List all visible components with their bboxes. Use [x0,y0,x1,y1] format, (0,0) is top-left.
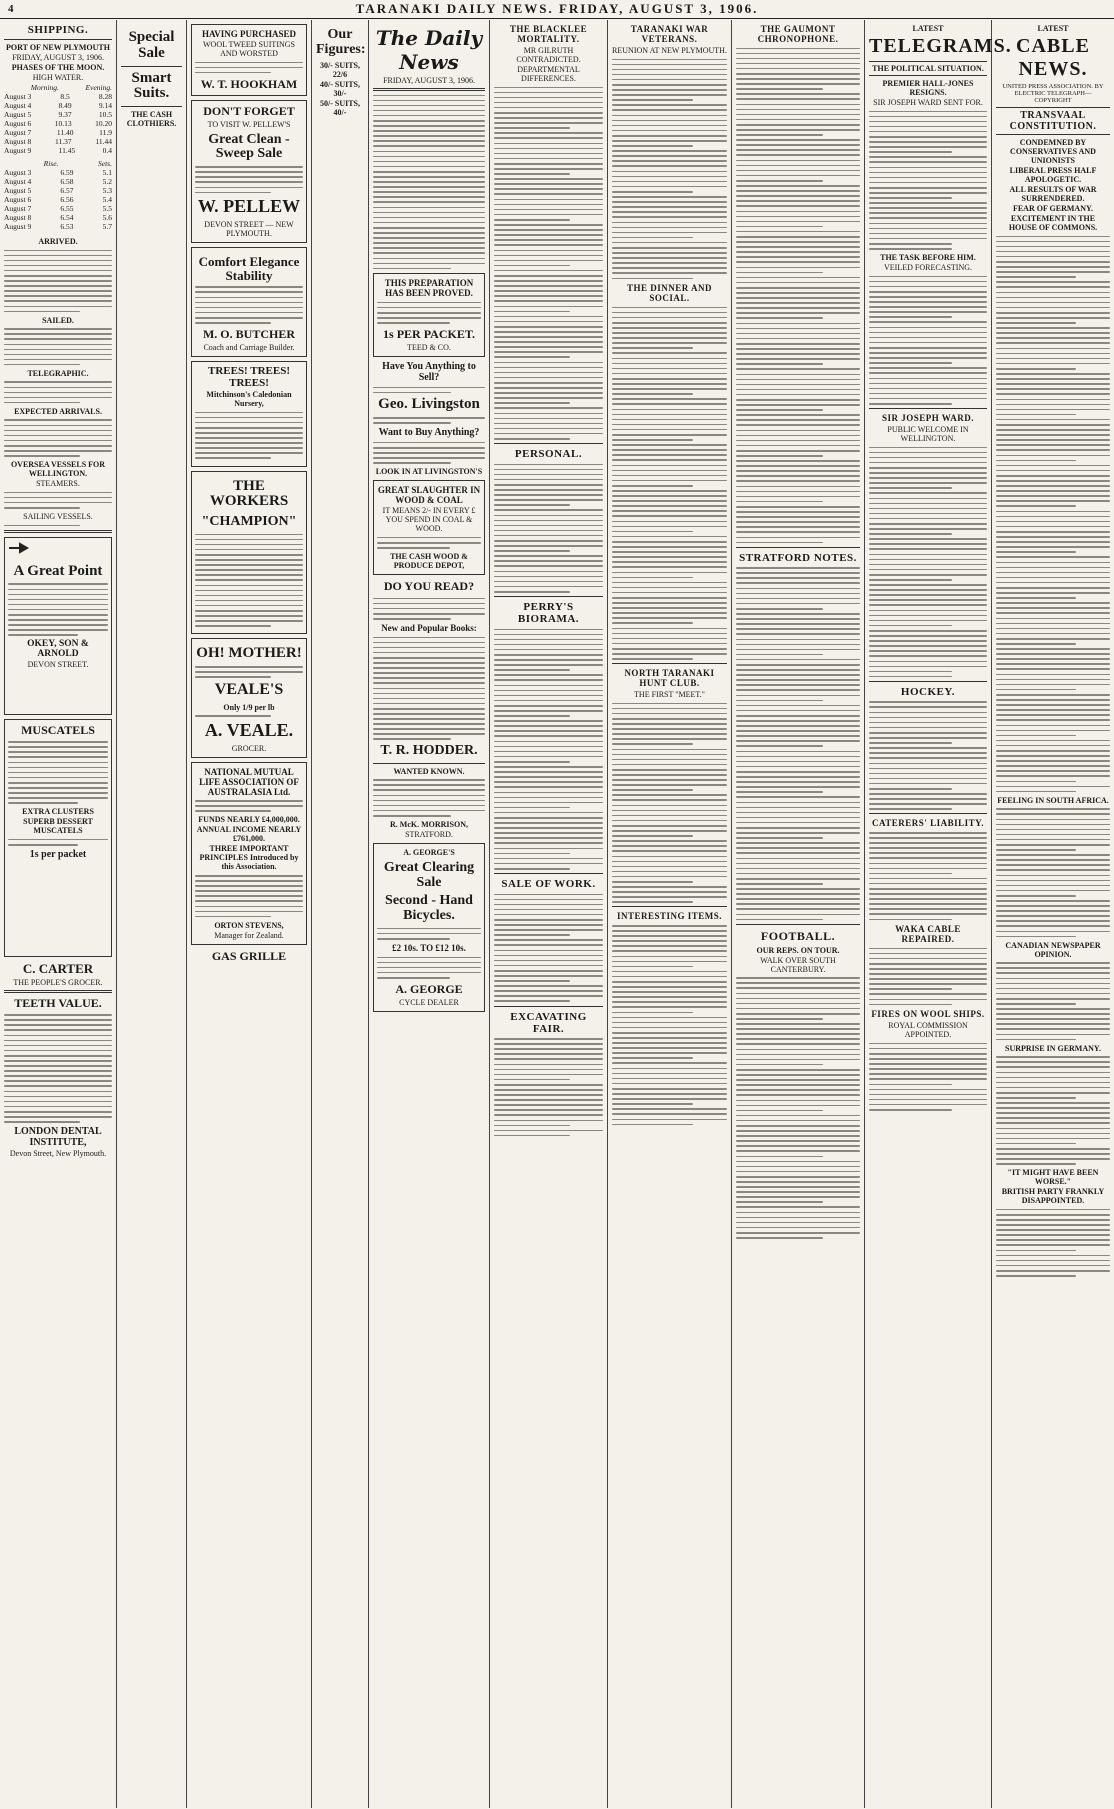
workers-title: THE WORKERS [209,477,289,510]
results-surrendered: ALL RESULTS OF WAR SURRENDERED. [1009,185,1097,203]
butcher-sub: Coach and Carriage Builder. [203,343,295,353]
paper-title: The Daily News [375,26,483,74]
tide-cell: August 8 [4,137,32,146]
excitement-commons: EXCITEMENT IN THE HOUSE OF COMMONS. [1008,214,1098,232]
veterans-sub: REUNION AT NEW PLYMOUTH. [612,46,727,55]
interesting-text [612,925,727,1125]
tide-row [4,186,112,195]
veale-sub: GROCER. [231,743,267,753]
tide-cell: Morning. [30,83,59,92]
hunt-title: NORTH TARANAKI HUNT CLUB. [624,668,715,689]
chronophone-title: THE GAUMONT CHRONOPHONE. [757,24,839,44]
pellew-name: W. PELLEW [197,196,301,217]
tide-cell: 11.40 [56,128,74,137]
ward-sent-for: SIR JOSEPH WARD SENT FOR. [873,98,983,107]
tide-cell: 5.1 [102,168,112,177]
pellew-sub: DEVON STREET — NEW PLYMOUTH. [204,220,294,239]
tide-cell: 11.9 [99,128,112,137]
column-daily-news [369,20,490,1808]
column-ads-mid [187,20,312,1808]
tide-row [4,222,112,231]
muscatels-price: 1s per packet [29,849,87,861]
stratford-text [736,567,860,920]
perry-text [494,629,603,870]
might-be-worse: "IT MIGHT HAVE BEEN WORSE." [1007,1168,1099,1187]
tide-cell: August 5 [4,110,32,119]
dinner-text [612,307,727,660]
transvaal-text [996,236,1110,793]
columns [0,20,1114,1808]
political-text [869,111,987,250]
tide-cell: 11.44 [95,137,112,146]
tide-cell: August 5 [4,186,32,195]
canadian-opinion: CANADIAN NEWSPAPER OPINION. [1005,940,1101,959]
shipping-date: FRIDAY, AUGUST 3, 1906. [12,53,104,62]
butcher-name: M. O. BUTCHER [202,327,295,342]
telegrams-latest: LATEST [912,24,944,33]
telegraphic-text [4,381,112,403]
ad-veale [191,638,307,757]
hunt-sub: THE FIRST "MEET." [634,690,705,700]
anything-to-sell: Have You Anything to Sell? [382,361,476,384]
ad-muscatels [4,719,112,957]
morrison-town: STRATFORD. [405,830,453,839]
column-chronophone [732,20,865,1808]
caterers-title: CATERERS' LIABILITY. [871,818,985,829]
editorial-text [373,95,485,270]
three-principles: THREE IMPORTANT PRINCIPLES Introduced by this Association. [199,844,299,872]
tide-cell: 5.5 [102,204,112,213]
clearing-sale: Great Clearing Sale [383,860,475,890]
morrison: R. McK. MORRISON, [390,820,468,829]
tide-cell: 11.45 [58,146,76,155]
column-veterans [608,20,732,1808]
cable-text [869,948,987,1006]
walk-over: WALK OVER SOUTH CANTERBURY. [760,955,836,974]
tide-cell: August 6 [4,119,32,128]
trees-title: TREES! TREES! TREES! [207,365,291,390]
veterans-title: TARANAKI WAR VETERANS. [630,24,709,44]
welcome-text [869,447,987,678]
personal-text [494,464,603,593]
hookham-name: W. T. HOOKHAM [200,76,298,91]
cycle-dealer: CYCLE DEALER [399,998,459,1007]
tide-row [4,92,112,101]
tide-cell: 11.37 [55,137,72,146]
suits-40: 40/- SUITS, 30/- [319,80,360,99]
sailed-text [4,328,112,365]
tide-cell: 8.49 [58,101,72,110]
tide-row [4,137,112,146]
tide-cell: 6.54 [60,213,74,222]
steamers-heading: STEAMERS. [36,479,80,489]
ad-preparation [373,273,485,357]
expected-heading: EXPECTED ARRIVALS. [14,406,102,416]
column-blacklee [490,20,608,1808]
premier-resigns: PREMIER HALL-JONES RESIGNS. [882,79,974,97]
masthead [0,0,1114,19]
tide-cell: 10.5 [98,110,112,119]
suits-50: 50/- SUITS, 40/- [319,99,360,118]
tide-row [4,110,112,119]
high-water: HIGH WATER. [32,73,84,82]
tide-cell: August 8 [4,213,32,222]
our-figures: Our Figures: [316,27,366,57]
tide-cell: Rise. [43,159,59,168]
tide-row [4,213,112,222]
tide-row [4,119,112,128]
oversea-heading: OVERSEA VESSELS FOR WELLINGTON. [10,460,106,479]
sun-table [4,159,112,231]
tide-row [4,83,112,92]
tide-table [4,83,112,155]
second-hand: Second - Hand Bicycles. [385,893,473,924]
ward-welcome-title: SIR JOSEPH WARD. [881,413,975,424]
tide-cell: 5.6 [102,213,112,222]
income: ANNUAL INCOME NEARLY £761,000. [196,825,302,844]
wanted-known: WANTED KNOWN. [393,766,465,776]
smart-suits: Smart Suits. [131,69,172,102]
cable-latest: LATEST [1037,24,1069,33]
great-point-sub: DEVON STREET. [27,660,89,670]
page-number: 4 [8,3,16,15]
british-party: BRITISH PARTY FRANKLY DISAPPOINTED. [1001,1187,1105,1206]
george-dealer: A. GEORGE [395,982,463,996]
tide-cell: 6.55 [60,204,74,213]
tide-cell: 6.58 [60,177,74,186]
feeling-text [996,808,1110,937]
blacklee-sub2: DEPARTMENTAL DIFFERENCES. [517,65,580,83]
ad-trees [191,361,307,466]
british-text [996,1209,1110,1277]
chronophone-text [736,48,860,544]
muscatels-clusters: EXTRA CLUSTERS [22,807,94,817]
caterers-text [869,832,987,920]
stratford-title: STRATFORD NOTES. [739,551,857,564]
per-packet: 1s PER PACKET. [383,327,475,342]
great-point-title: A Great Point [13,562,103,579]
muscatels-superb: SUPERB DESSERT MUSCATELS [23,817,93,836]
arrived-heading: ARRIVED. [38,237,78,246]
slaughter: GREAT SLAUGHTER IN WOOD & COAL [377,485,481,506]
ad-butcher [191,247,307,357]
new-books: New and Popular Books: [381,623,477,634]
livingston: Geo. Livingston [378,396,480,413]
tide-row [4,146,112,155]
tide-cell: 6.59 [60,168,74,177]
tide-cell: August 7 [4,128,32,137]
blacklee-title: THE BLACKLEE MORTALITY. [509,24,588,44]
hockey-text [869,701,987,810]
produce-depot: THE CASH WOOD & PRODUCE DEPOT, [390,552,468,571]
cable-source: UNITED PRESS ASSOCIATION. BY ELECTRIC TELEGRAPH—COPYRIGHT [1002,83,1104,104]
surprise-germany: SURPRISE IN GERMANY. [1005,1043,1101,1053]
look-in: LOOK IN AT LIVINGSTON'S [375,467,483,477]
cash-clothiers: THE CASH CLOTHIERS. [126,110,177,128]
tide-cell: 9.37 [58,110,72,119]
steamers-text [4,492,112,509]
task-before: THE TASK BEFORE HIM. [880,253,976,263]
veales: VEALE'S [214,680,284,698]
shipping-title: SHIPPING. [27,24,89,36]
mitchinson: Mitchinson's Caledonian Nursery, [206,390,292,409]
tide-cell: August 4 [4,101,32,110]
hunt-text [612,703,727,903]
carter-name: C. CARTER [22,960,94,976]
george-name: A. GEORGE'S [403,848,455,857]
tide-cell: August 6 [4,195,32,204]
tide-cell: 10.13 [54,119,72,128]
tide-cell: August 3 [4,92,32,101]
personal-title: PERSONAL. [514,448,583,461]
sailing-text [4,525,112,527]
having-purchased: HAVING PURCHASED [201,29,297,39]
dinner-title: THE DINNER AND SOCIAL. [626,283,712,304]
surprise-text [996,1056,1110,1165]
tide-cell: 5.3 [102,186,112,195]
bicycle-prices: £2 10s. TO £12 10s. [392,943,466,954]
masthead-title: TARANAKI DAILY NEWS. FRIDAY, AUGUST 3, 1906. [355,1,759,16]
coal-wood: IT MEANS 2/- IN EVERY £ YOU SPEND IN COAL & WOOD. [382,506,476,534]
orton-stevens: ORTON STEVENS, [214,920,284,930]
telegraphic-heading: TELEGRAPHIC. [27,368,89,378]
veale-name: A. VEALE. [204,719,294,740]
fires-title: FIRES ON WOOL SHIPS. [871,1009,985,1020]
hand-pointer-icon [8,541,28,555]
excavating-text [494,1038,603,1136]
tide-cell: 8.5 [60,92,70,101]
veale-price: Only 1/9 per lb [223,702,275,712]
national-mutual: NATIONAL MUTUAL LIFE ASSOCIATION OF AUSTRALASIA Ltd. [199,766,299,797]
arrived-text [4,250,112,313]
teed-co: TEED & CO. [407,343,451,353]
tide-row [4,101,112,110]
tide-cell: 6.56 [60,195,74,204]
fear-germany: FEAR OF GERMANY. [1012,204,1094,213]
ad-coal [373,480,485,575]
tide-cell: 10.20 [95,119,112,128]
hodder: T. R. HODDER. [380,743,478,759]
moon-title: PHASES OF THE MOON. [11,63,105,72]
visit-pellew: TO VISIT W. PELLEW'S [207,119,291,129]
tide-cell: 5.2 [102,177,112,186]
tide-cell: August 7 [4,204,32,213]
dental-sub: Devon Street, New Plymouth. [9,1149,107,1159]
tide-row [4,195,112,204]
tide-cell: August 9 [4,222,32,231]
tide-row [4,159,112,168]
dont-forget: DON'T FORGET [203,103,295,118]
perry-title: PERRY'S BIORAMA. [517,601,580,625]
reps-tour: OUR REPS. ON TOUR. [756,945,840,955]
ad-great-point [4,537,112,715]
fires-text [869,1043,987,1111]
hockey-title: HOCKEY. [900,685,956,698]
tide-cell: 5.4 [102,195,112,204]
oh-mother: OH! MOTHER! [196,645,302,662]
column-cable-news [992,20,1114,1808]
column-ads-left [117,20,187,1808]
muscatels-title: MUSCATELS [21,722,95,737]
clean-sweep: Great Clean - Sweep Sale [208,131,290,162]
liberal-press: LIBERAL PRESS HALF APOLOGETIC. [1009,166,1097,184]
gas-grille: GAS GRILLE [211,948,287,963]
comfort-title: Comfort Elegance Stability [198,254,300,283]
condemned: CONDEMNED BY CONSERVATIVES AND UNIONISTS [1010,138,1096,165]
feeling-south-africa: FEELING IN SOUTH AFRICA. [997,795,1109,805]
champion: "CHAMPION" [201,514,297,530]
do-you-read: DO YOU READ? [383,579,475,594]
interesting-title: INTERESTING ITEMS. [616,911,723,922]
teeth-title: TEETH VALUE. [14,995,102,1010]
canadian-text [996,962,1110,1040]
orton-sub: Manager for Zealand. [214,930,284,940]
funds: FUNDS NEARLY £4,000,000. [198,815,300,825]
column-telegrams [865,20,1012,1808]
sale-work-title: SALE OF WORK. [501,878,596,890]
ad-george [373,843,485,1012]
telegrams-title: TELEGRAMS. [869,35,1012,57]
expected-text [4,419,112,456]
tide-cell: Sets. [98,159,112,168]
port-title: PORT OF NEW PLYMOUTH [6,43,110,52]
tide-row [4,177,112,186]
cable-title: CABLE NEWS. [1016,35,1090,80]
football-title: FOOTBALL. [760,928,836,943]
veiled-forecasting: VEILED FORECASTING. [884,263,972,273]
paper-date: FRIDAY, AUGUST 3, 1906. [383,76,475,85]
sailing-heading: SAILING VESSELS. [23,512,93,522]
dental-title: LONDON DENTAL INSTITUTE, [14,1126,102,1149]
task-text [869,276,987,405]
tide-cell: 9.14 [98,101,112,110]
preparation: THIS PREPARATION HAS BEEN PROVED. [384,278,474,299]
ad-hookham [191,24,307,96]
tide-cell: August 9 [4,146,32,155]
carter-sub: THE PEOPLE'S GROCER. [13,977,103,987]
column-figures [312,20,369,1808]
tide-row [4,204,112,213]
veterans-text [612,59,727,280]
transvaal-title: TRANSVAAL CONSTITUTION. [996,107,1110,135]
column-shipping [0,20,117,1808]
blacklee-sub1: MR GILRUTH CONTRADICTED. [516,46,581,64]
cable-repaired-title: WAKA CABLE REPAIRED. [895,924,961,945]
ad-workers [191,471,307,635]
sale-work-text [494,894,603,1003]
blacklee-text [494,87,603,440]
tide-row [4,168,112,177]
sailed-heading: SAILED. [42,315,74,325]
great-point-name: OKEY, SON & ARNOLD [27,639,89,660]
tide-cell: Evening. [85,83,112,92]
ad-pellew [191,100,307,243]
tide-cell: 0.4 [102,146,112,155]
tide-cell: 6.53 [60,222,74,231]
suits-30: 30/- SUITS, 22/6 [319,61,360,80]
tide-cell: August 4 [4,177,32,186]
political-situation: THE POLITICAL SITUATION. [869,61,987,76]
want-to-buy: Want to Buy Anything? [378,427,480,439]
tide-cell: 8.28 [98,92,112,101]
royal-commission: ROYAL COMMISSION APPOINTED. [888,1021,968,1040]
ad-national-mutual [191,762,307,945]
football-text [736,977,860,1238]
tide-cell: 5.7 [102,222,112,231]
tide-row [4,128,112,137]
tide-cell: 6.57 [60,186,74,195]
special-sale: Special Sale [128,29,175,61]
tide-cell: August 3 [4,168,32,177]
excavating-title: EXCAVATING FAIR. [510,1010,587,1035]
wool-tweed: WOOL TWEED SUITINGS AND WORSTED [203,40,295,58]
public-welcome: PUBLIC WELCOME IN WELLINGTON. [887,425,969,444]
